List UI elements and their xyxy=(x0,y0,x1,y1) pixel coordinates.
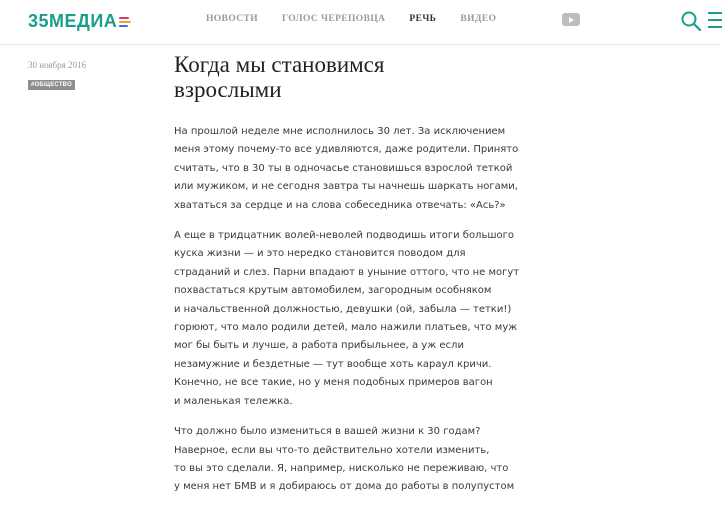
logo-stripes-icon xyxy=(119,14,131,28)
text-line: то вы это сделали. Я, например, нисколько не переживаю, что xyxy=(174,462,509,474)
text-line: Наверное, если вы что-то действительно хотели изменить, xyxy=(174,444,490,456)
tag-badge[interactable]: #ОБЩЕСТВО xyxy=(28,80,75,90)
search-icon[interactable] xyxy=(680,10,702,32)
text-line: куска жизни — и это нередко становится поводом для xyxy=(174,248,466,260)
menu-icon[interactable] xyxy=(708,12,722,30)
paragraph-1 xyxy=(174,123,564,215)
site-header xyxy=(0,0,720,45)
text-line: и начальственной должностью, девушки (ой, забыла — тетки!) xyxy=(174,303,512,315)
text-line: считать, что в 30 ты в одночасье становишься взрослой теткой xyxy=(174,162,513,174)
text-line: незамужние и бездетные — тут вообще хоть караул кричи. xyxy=(174,358,492,370)
text-line: хвататься за сердце и на слова собеседника отвечать: «Ась?» xyxy=(174,199,506,211)
logo-text: 35МЕДИА xyxy=(28,10,118,31)
article-body xyxy=(174,123,564,509)
text-line: у меня нет БМВ и я добираюсь от дома до работы в полупустом xyxy=(174,481,515,493)
text-line: и маленькая тележка. xyxy=(174,395,293,407)
text-line: или мужиком, и не сегодня завтра ты начнешь шаркать ногами, xyxy=(174,181,518,193)
text-line: мог бы быть и лучше, а работа прибыльнее, а уж если xyxy=(174,340,464,352)
nav-rech[interactable]: РЕЧЬ xyxy=(409,14,437,24)
nav-news[interactable]: НОВОСТИ xyxy=(206,14,259,24)
text-line: На прошлой неделе мне исполнилось 30 лет. За исключением xyxy=(174,126,506,137)
site-logo[interactable] xyxy=(28,9,131,33)
text-line: горюют, что мало родили детей, мало нажили платьев, что муж xyxy=(174,322,518,334)
title-line-2: взрослыми xyxy=(174,77,282,102)
text-line: Конечно, не все такие, но у меня подобных примеров вагон xyxy=(174,377,493,389)
text-line: меня этому почему-то все удивляются, даже родители. Принято xyxy=(174,144,519,156)
article-title xyxy=(174,52,494,102)
paragraph-3 xyxy=(174,423,564,497)
nav-video[interactable]: ВИДЕО xyxy=(460,14,497,24)
text-line: похвастаться крутым автомобилем, загородным особняком xyxy=(174,285,492,297)
text-line: страданий и слез. Парни впадают в уныние оттого, что не могут xyxy=(174,266,520,278)
youtube-icon[interactable] xyxy=(562,13,580,26)
article-date: 30 ноября 2016 xyxy=(28,60,87,70)
nav-golos-cherepovtsa[interactable]: ГОЛОС ЧЕРЕПОВЦА xyxy=(282,14,386,24)
text-line: Что должно было измениться в вашей жизни к 30 годам? xyxy=(174,426,481,438)
main-nav xyxy=(206,14,496,24)
paragraph-2 xyxy=(174,227,564,411)
text-line: А еще в тридцатник волей-неволей подводишь итоги большого xyxy=(174,230,514,242)
title-line-1: Когда мы становимся xyxy=(174,52,385,77)
